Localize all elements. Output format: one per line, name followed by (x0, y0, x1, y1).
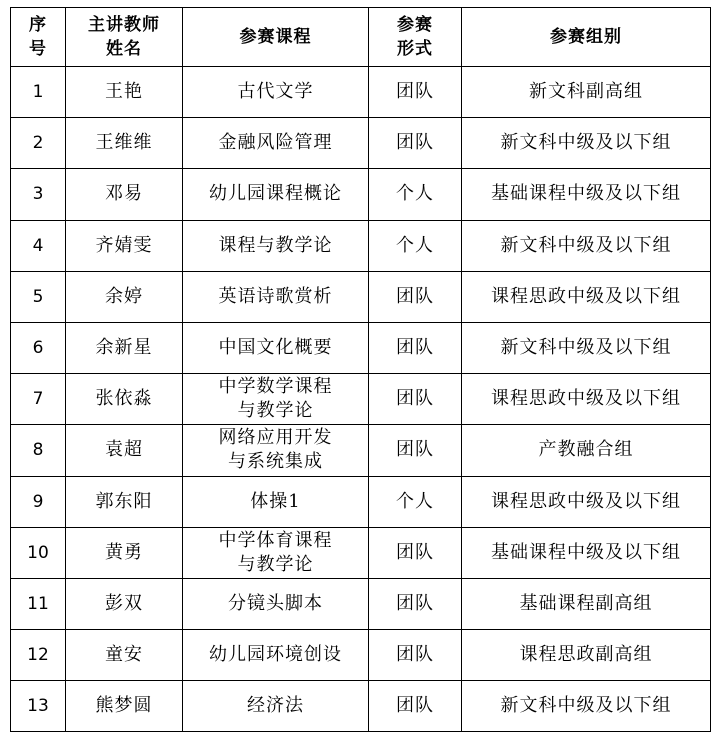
cell-form: 团队 (369, 374, 462, 425)
cell-group: 课程思政副高组 (462, 630, 711, 681)
cell-seq: 3 (11, 169, 66, 220)
course-line: 与教学论 (237, 400, 314, 422)
cell-form: 个人 (369, 220, 462, 271)
course-line: 经济法 (247, 695, 304, 717)
cell-teacher: 余新星 (66, 322, 183, 373)
header-form-line: 形式 (397, 39, 433, 59)
course-line: 金融风险管理 (218, 132, 333, 154)
cell-seq: 7 (11, 374, 66, 425)
competition-table (10, 7, 711, 732)
course-line: 中国文化概要 (218, 337, 333, 359)
header-teacher-line: 主讲教师 (88, 15, 160, 35)
cell-form: 团队 (369, 425, 462, 476)
cell-teacher: 彭双 (66, 578, 183, 629)
header-course: 参赛课程 (183, 8, 369, 67)
cell-teacher: 邓易 (66, 169, 183, 220)
table-body (11, 67, 711, 732)
table-row (11, 374, 711, 425)
course-line: 分镜头脚本 (228, 592, 323, 614)
table-row (11, 630, 711, 681)
table-row (11, 271, 711, 322)
cell-seq: 13 (11, 681, 66, 732)
header-group: 参赛组别 (462, 8, 711, 67)
cell-seq: 8 (11, 425, 66, 476)
course-line: 幼儿园课程概论 (209, 183, 342, 205)
table-row (11, 425, 711, 476)
cell-form: 个人 (369, 476, 462, 527)
cell-seq: 4 (11, 220, 66, 271)
cell-form: 团队 (369, 67, 462, 118)
cell-course (183, 374, 369, 425)
cell-seq: 12 (11, 630, 66, 681)
cell-group: 课程思政中级及以下组 (462, 476, 711, 527)
cell-form: 团队 (369, 630, 462, 681)
table-row (11, 322, 711, 373)
cell-group: 新文科中级及以下组 (462, 220, 711, 271)
cell-teacher: 郭东阳 (66, 476, 183, 527)
cell-group: 新文科副高组 (462, 67, 711, 118)
course-line: 网络应用开发 (218, 427, 333, 449)
cell-teacher: 张依淼 (66, 374, 183, 425)
cell-group: 课程思政中级及以下组 (462, 271, 711, 322)
course-line: 与系统集成 (228, 451, 323, 473)
table-row (11, 169, 711, 220)
course-line: 课程与教学论 (218, 234, 333, 256)
table-row (11, 118, 711, 169)
header-teacher (66, 8, 183, 67)
cell-course (183, 271, 369, 322)
course-line: 幼儿园环境创设 (209, 644, 342, 666)
table-row (11, 67, 711, 118)
cell-group: 基础课程中级及以下组 (462, 169, 711, 220)
cell-form: 团队 (369, 271, 462, 322)
header-row (11, 8, 711, 67)
cell-group: 新文科中级及以下组 (462, 322, 711, 373)
cell-teacher: 黄勇 (66, 527, 183, 578)
cell-course (183, 630, 369, 681)
header-seq-line: 号 (29, 39, 47, 59)
cell-teacher: 王艳 (66, 67, 183, 118)
table-row (11, 527, 711, 578)
cell-teacher: 余婷 (66, 271, 183, 322)
cell-teacher: 袁超 (66, 425, 183, 476)
cell-seq: 5 (11, 271, 66, 322)
course-line: 古代文学 (237, 81, 314, 103)
cell-course (183, 169, 369, 220)
course-line: 中学数学课程 (218, 376, 333, 398)
header-form (369, 8, 462, 67)
cell-course (183, 681, 369, 732)
cell-group: 基础课程中级及以下组 (462, 527, 711, 578)
cell-seq: 6 (11, 322, 66, 373)
cell-seq: 11 (11, 578, 66, 629)
cell-course (183, 578, 369, 629)
cell-course (183, 527, 369, 578)
cell-group: 课程思政中级及以下组 (462, 374, 711, 425)
cell-group: 新文科中级及以下组 (462, 118, 711, 169)
cell-form: 团队 (369, 681, 462, 732)
cell-teacher: 王维维 (66, 118, 183, 169)
table-row (11, 220, 711, 271)
course-line: 体操1 (250, 490, 301, 512)
cell-form: 团队 (369, 118, 462, 169)
cell-seq: 9 (11, 476, 66, 527)
cell-teacher: 童安 (66, 630, 183, 681)
course-line: 英语诗歌赏析 (218, 285, 333, 307)
cell-course (183, 425, 369, 476)
table-row (11, 578, 711, 629)
course-line: 与教学论 (237, 553, 314, 575)
cell-course (183, 322, 369, 373)
course-line: 中学体育课程 (218, 529, 333, 551)
cell-form: 团队 (369, 527, 462, 578)
cell-form: 团队 (369, 578, 462, 629)
cell-course (183, 476, 369, 527)
cell-group: 新文科中级及以下组 (462, 681, 711, 732)
cell-teacher: 齐婧雯 (66, 220, 183, 271)
header-seq (11, 8, 66, 67)
cell-form: 团队 (369, 322, 462, 373)
cell-group: 产教融合组 (462, 425, 711, 476)
cell-group: 基础课程副高组 (462, 578, 711, 629)
cell-seq: 10 (11, 527, 66, 578)
header-seq-line: 序 (29, 15, 47, 35)
cell-seq: 1 (11, 67, 66, 118)
table-row (11, 476, 711, 527)
cell-course (183, 220, 369, 271)
header-form-line: 参赛 (397, 15, 433, 35)
table-row (11, 681, 711, 732)
cell-course (183, 67, 369, 118)
cell-seq: 2 (11, 118, 66, 169)
header-teacher-line: 姓名 (106, 39, 142, 59)
cell-course (183, 118, 369, 169)
cell-teacher: 熊梦圆 (66, 681, 183, 732)
cell-form: 个人 (369, 169, 462, 220)
